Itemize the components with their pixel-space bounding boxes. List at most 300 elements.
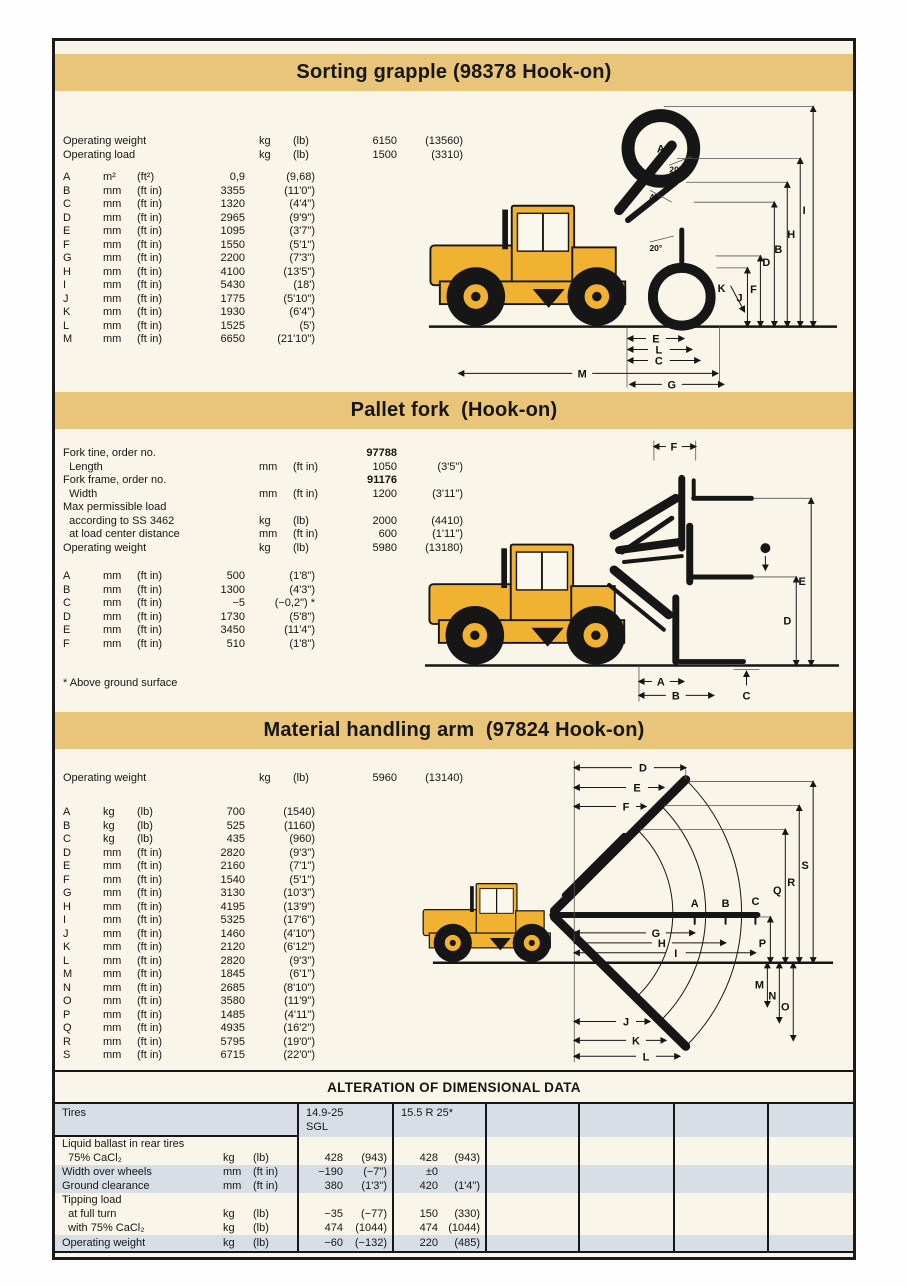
spec-unit: kg	[259, 514, 271, 527]
dim-row	[63, 584, 323, 598]
empty-cell	[580, 1207, 673, 1221]
dim-unit-imperial: (ft in)	[137, 846, 163, 859]
dim-value: 1845	[220, 968, 245, 980]
dim-value: 3130	[220, 887, 245, 899]
dim-unit-imperial: (ft in)	[137, 211, 163, 224]
dim-letter: H	[63, 900, 71, 913]
spec-unit-imperial: (ft in)	[293, 487, 319, 500]
dim-letter: M	[63, 333, 73, 345]
spec-row	[63, 528, 473, 542]
table-row-values	[394, 1179, 485, 1193]
empty-rows	[487, 1137, 578, 1251]
dim-unit-imperial: (ft in)	[137, 610, 163, 623]
dim-letter: A	[63, 806, 71, 818]
dim-unit: mm	[103, 279, 122, 291]
dim-unit: mm	[103, 954, 122, 967]
empty-cell	[487, 1179, 578, 1193]
cell-value: 150	[419, 1208, 438, 1220]
dim-label: K	[717, 282, 726, 295]
cell-value-imperial: (−132)	[354, 1237, 387, 1249]
section-title: Sorting grapple (98378 Hook-on)	[296, 61, 612, 83]
empty-cell	[675, 1207, 767, 1221]
arm-dimension-list	[63, 806, 323, 1063]
cell-value: −60	[324, 1237, 343, 1249]
dim-value-imperial: (13'5")	[283, 265, 315, 278]
dim-unit-imperial: (ft in)	[137, 637, 163, 650]
dim-label: L	[642, 1051, 650, 1064]
row-unit: kg	[223, 1237, 235, 1249]
table-row-label	[55, 1235, 297, 1251]
tire-column-header	[299, 1104, 392, 1137]
dim-letter: C	[63, 597, 71, 609]
material-handling-arm-diagram	[415, 745, 849, 1067]
dim-label: B	[671, 690, 680, 703]
dim-letter: I	[63, 914, 67, 926]
dim-label: E	[633, 782, 641, 795]
dim-label: N	[768, 990, 777, 1003]
empty-cell	[487, 1207, 578, 1221]
empty-column-header	[769, 1104, 853, 1137]
dim-unit: mm	[103, 184, 122, 197]
spec-value-imperial: (3'5")	[437, 460, 463, 473]
dim-unit: kg	[103, 819, 115, 832]
dim-row	[63, 901, 323, 915]
dim-label: E	[652, 333, 660, 346]
dim-label: D	[638, 762, 647, 775]
empty-column	[767, 1104, 853, 1251]
dim-letter: A	[63, 171, 71, 183]
dim-unit-imperial: (lb)	[137, 806, 153, 818]
empty-cell	[580, 1193, 673, 1207]
cell-value: 428	[419, 1152, 438, 1164]
dim-unit-imperial: (ft in)	[137, 887, 163, 899]
cell-value: ±0	[425, 1166, 438, 1178]
empty-cell	[580, 1179, 673, 1193]
cell-value-imperial: (943)	[361, 1152, 387, 1164]
empty-cell	[769, 1137, 853, 1151]
dim-unit-imperial: (ft in)	[137, 995, 163, 1007]
dim-value-imperial: (1160)	[284, 819, 315, 832]
dim-unit: mm	[103, 610, 122, 623]
dim-value: 2820	[220, 954, 245, 967]
spec-unit	[259, 474, 293, 488]
cell-value: 474	[324, 1222, 343, 1234]
dim-unit: mm	[103, 887, 122, 899]
dim-letter: P	[63, 1008, 71, 1021]
dim-label: S	[801, 860, 809, 873]
cell-value-imperial: (−7")	[363, 1166, 387, 1178]
dim-row	[63, 982, 323, 996]
hook-position-label: B	[721, 897, 730, 910]
dim-value: 3355	[220, 184, 245, 197]
dim-row	[63, 833, 323, 847]
dim-label: B	[774, 243, 783, 256]
dim-unit: mm	[103, 1008, 122, 1021]
spec-value-imperial: (3'11")	[432, 487, 463, 500]
empty-column	[578, 1104, 673, 1251]
hook-position-label: A	[690, 897, 699, 910]
empty-cell	[580, 1151, 673, 1165]
dim-value-imperial: (9'9")	[289, 211, 315, 224]
dim-unit: mm	[103, 238, 122, 251]
spec-value-imperial: (4410)	[431, 514, 463, 527]
dim-value-imperial: (21'10")	[277, 333, 315, 345]
dim-letter: R	[63, 1035, 71, 1048]
value-rows	[394, 1137, 485, 1251]
spec-value: 91176	[367, 474, 397, 486]
spec-value: 2000	[372, 514, 397, 527]
dim-value-imperial: (11'0")	[284, 184, 315, 197]
empty-cell	[580, 1165, 673, 1179]
dim-value-imperial: (5'10")	[283, 292, 315, 305]
dim-unit-imperial: (ft in)	[137, 198, 163, 210]
spec-value: 1200	[372, 487, 397, 500]
hook-position-label: C	[751, 896, 760, 909]
dim-unit: mm	[103, 333, 122, 345]
dim-value: −5	[232, 597, 245, 609]
dim-label: H	[657, 937, 666, 950]
dim-value: 1540	[220, 873, 245, 886]
dim-letter: E	[63, 860, 71, 872]
dim-value: 1525	[220, 319, 245, 332]
dim-value: 525	[226, 819, 245, 832]
dim-unit: mm	[103, 211, 122, 224]
dim-unit-imperial: (ft in)	[137, 954, 163, 967]
spec-label: Max permissible load	[63, 501, 167, 513]
spec-value: 97788	[366, 447, 397, 459]
dim-letter: Q	[63, 1022, 72, 1034]
dim-unit-imperial: (ft in)	[137, 981, 163, 994]
dim-value: 5430	[220, 279, 245, 291]
load-center-symbol	[760, 543, 770, 553]
dim-label: M	[754, 979, 764, 992]
dim-value-imperial: (4'10")	[283, 927, 315, 940]
spec-unit: mm	[259, 460, 278, 473]
cell-value-imperial: (1044)	[448, 1222, 480, 1234]
footnote: * Above ground surface	[63, 677, 178, 689]
dim-unit-imperial: (ft in)	[137, 570, 163, 582]
dim-value-imperial: (17'6")	[283, 914, 315, 926]
spec-unit-imperial: (ft in)	[293, 460, 319, 473]
dim-unit-imperial: (ft in)	[137, 1022, 163, 1034]
spec-label: Fork frame, order no.	[63, 474, 167, 486]
spec-label: Length	[63, 460, 103, 473]
table-row-values	[299, 1207, 392, 1221]
dim-row	[63, 333, 323, 347]
table-row-values	[299, 1193, 392, 1207]
dim-value: 2120	[220, 941, 245, 953]
dim-unit-imperial: (ft in)	[137, 265, 163, 278]
dim-value-imperial: (1540)	[283, 806, 315, 818]
dim-unit: mm	[103, 225, 122, 237]
dim-value-imperial: (6'12")	[283, 941, 315, 953]
dim-label: M	[577, 368, 587, 381]
dim-label: F	[750, 283, 757, 296]
spec-value	[341, 501, 397, 515]
empty-cell	[675, 1235, 767, 1251]
tire-column-header	[394, 1104, 485, 1137]
dim-letter: E	[63, 225, 71, 237]
spec-label: Width	[63, 487, 98, 500]
dim-value-imperial: (16'2")	[283, 1022, 315, 1034]
cell-value: 428	[324, 1152, 343, 1164]
dim-label: C	[654, 355, 663, 368]
dim-letter: E	[63, 624, 71, 636]
dim-value-imperial: (6'1")	[289, 968, 315, 980]
dim-label: C	[742, 690, 751, 703]
dim-value-imperial: (4'4")	[289, 198, 315, 210]
dim-row	[63, 955, 323, 969]
dim-unit-imperial: (ft in)	[137, 968, 163, 980]
cell-value-imperial: (1'4")	[454, 1180, 480, 1192]
dim-value-imperial: (1'8")	[289, 570, 315, 582]
empty-cell	[769, 1165, 853, 1179]
dim-row	[63, 570, 323, 584]
empty-cell	[580, 1137, 673, 1151]
dim-unit-imperial: (ft in)	[137, 583, 163, 596]
dim-unit: mm	[103, 597, 122, 609]
spec-label: Operating weight	[63, 135, 147, 147]
dim-label: H	[787, 229, 796, 242]
fork-spec-list	[63, 447, 473, 555]
tires-row-label: Tires	[55, 1104, 297, 1137]
dim-value: 1730	[220, 610, 245, 623]
spec-unit-imperial	[293, 447, 341, 461]
dim-value-imperial: (5')	[299, 319, 315, 332]
dim-row	[63, 293, 323, 307]
empty-cell	[769, 1193, 853, 1207]
arm-spec-list	[63, 772, 473, 786]
dim-letter: A	[63, 570, 71, 582]
spec-row	[63, 135, 473, 149]
dim-row	[63, 185, 323, 199]
empty-rows	[580, 1137, 673, 1251]
dim-unit-imperial: (ft in)	[137, 1035, 163, 1048]
table-row-values	[394, 1137, 485, 1151]
dim-value-imperial: (1'8")	[289, 637, 315, 650]
table-row-values	[299, 1235, 392, 1251]
dim-unit-imperial: (ft in)	[137, 279, 163, 291]
spec-row	[63, 772, 473, 786]
dim-row	[63, 928, 323, 942]
dim-letter: J	[63, 292, 69, 305]
dim-unit-imperial: (ft in)	[137, 252, 163, 264]
table-row-values	[299, 1221, 392, 1235]
empty-cell	[769, 1221, 853, 1235]
dim-value: 2965	[220, 211, 245, 224]
spec-value-imperial: (13560)	[425, 135, 463, 147]
empty-rows	[769, 1137, 853, 1251]
dim-label: J	[622, 1016, 630, 1029]
empty-cell	[769, 1207, 853, 1221]
dim-letter: C	[63, 198, 71, 210]
table-row-values	[394, 1207, 485, 1221]
dim-unit: mm	[103, 873, 122, 886]
alteration-table	[55, 1070, 853, 1253]
spec-unit-imperial	[293, 501, 341, 515]
spec-unit: kg	[259, 148, 271, 161]
dim-letter: K	[63, 941, 71, 953]
dim-row	[63, 887, 323, 901]
dim-unit-imperial: (lb)	[137, 819, 153, 832]
dim-label: L	[655, 344, 663, 357]
spec-unit-imperial: (ft in)	[293, 528, 319, 540]
dim-row	[63, 266, 323, 280]
row-unit: mm	[223, 1166, 242, 1178]
dim-label: G	[667, 379, 677, 390]
dim-letter: B	[63, 583, 71, 596]
cell-value-imperial: (943)	[454, 1152, 480, 1164]
spec-unit: mm	[259, 528, 278, 540]
table-row-values	[394, 1193, 485, 1207]
dim-value: 4935	[220, 1022, 245, 1034]
dim-unit: mm	[103, 981, 122, 994]
spec-unit: mm	[259, 487, 278, 500]
dim-letter: J	[63, 927, 69, 940]
cell-value-imperial: (−77)	[361, 1208, 387, 1220]
dim-unit: mm	[103, 927, 122, 940]
dim-unit: mm	[103, 1035, 122, 1048]
dim-unit: mm	[103, 846, 122, 859]
table-row-values	[299, 1165, 392, 1179]
spec-row	[63, 447, 473, 461]
spec-row	[63, 474, 473, 488]
spec-unit-imperial: (lb)	[293, 148, 309, 161]
dim-label: G	[651, 927, 661, 940]
empty-cell	[769, 1235, 853, 1251]
dim-unit: mm	[103, 252, 122, 264]
dim-row	[63, 847, 323, 861]
dim-letter: F	[63, 637, 70, 650]
table-row-label	[55, 1207, 297, 1221]
dim-unit-imperial: (ft²)	[137, 171, 155, 183]
dim-unit: mm	[103, 319, 122, 332]
dim-value-imperial: (3'7")	[289, 225, 315, 237]
cell-value-imperial: (1044)	[355, 1222, 387, 1234]
dim-row	[63, 212, 323, 226]
dim-value: 5325	[220, 914, 245, 926]
dim-value: 435	[226, 833, 245, 845]
dim-row	[63, 1022, 323, 1036]
section-title: Pallet fork (Hook-on)	[350, 399, 558, 421]
empty-cell	[487, 1235, 578, 1251]
spec-unit: kg	[259, 772, 271, 784]
dim-unit-imperial: (ft in)	[137, 238, 163, 251]
grapple-dimension-list	[63, 171, 323, 347]
dim-label: O	[781, 1001, 790, 1014]
table-row-values	[299, 1179, 392, 1193]
dim-label: K	[632, 1035, 640, 1048]
dim-unit: mm	[103, 637, 122, 650]
spec-label: at load center distance	[63, 528, 180, 540]
dim-unit: mm	[103, 860, 122, 872]
empty-column-header	[580, 1104, 673, 1137]
dim-value-imperial: (11'4")	[284, 624, 315, 636]
cell-value: 380	[324, 1180, 343, 1192]
dim-value: 6715	[220, 1049, 245, 1061]
dim-value: 2200	[220, 252, 245, 264]
dim-row	[63, 252, 323, 266]
spec-row	[63, 501, 473, 515]
dim-unit: mm	[103, 583, 122, 596]
dim-value-imperial: (9'3")	[289, 954, 315, 967]
page-frame	[52, 38, 856, 1260]
empty-rows	[675, 1137, 767, 1251]
dim-value-imperial: (7'1")	[289, 860, 315, 872]
dim-value: 1095	[220, 225, 245, 237]
dim-letter: D	[63, 610, 71, 623]
dim-unit-imperial: (ft in)	[137, 624, 163, 636]
dim-value: 0,9	[229, 171, 245, 183]
dim-letter: D	[63, 846, 71, 859]
dim-row	[63, 239, 323, 253]
row-unit-imperial: (lb)	[253, 1237, 269, 1249]
dim-value: 5795	[220, 1035, 245, 1048]
dim-value: 1485	[220, 1008, 245, 1021]
dim-row	[63, 638, 323, 652]
spec-value-imperial: (13180)	[425, 541, 463, 554]
dim-unit: mm	[103, 941, 122, 953]
dim-letter: H	[63, 265, 71, 278]
row-label: Width over wheels	[62, 1166, 152, 1178]
dim-row	[63, 1036, 323, 1050]
empty-cell	[487, 1193, 578, 1207]
dim-row	[63, 995, 323, 1009]
table-row-values	[299, 1151, 392, 1165]
dim-letter: B	[63, 184, 71, 197]
dim-value: 500	[226, 570, 245, 582]
spec-row	[63, 149, 473, 163]
row-unit: kg	[223, 1152, 235, 1164]
spec-unit-imperial: (lb)	[293, 514, 309, 527]
fork-dimension-list	[63, 570, 323, 651]
table-row-values	[394, 1235, 485, 1251]
dim-letter: N	[63, 981, 71, 994]
angle-label: 20°	[669, 164, 683, 175]
spec-unit-imperial: (lb)	[293, 135, 309, 147]
dim-unit-imperial: (ft in)	[137, 333, 163, 345]
row-unit-imperial: (ft in)	[253, 1180, 279, 1192]
spec-unit-imperial	[293, 474, 341, 488]
spec-value-imperial: (1'11")	[432, 528, 463, 540]
table-row-label	[55, 1221, 297, 1235]
table-row-label	[55, 1151, 297, 1165]
dim-row	[63, 860, 323, 874]
dim-label: I	[674, 947, 678, 960]
dim-label: R	[787, 877, 796, 890]
dim-row	[63, 279, 323, 293]
dim-unit-imperial: (ft in)	[137, 941, 163, 953]
dim-letter: L	[63, 954, 70, 967]
section-header-material-handling-arm	[55, 712, 853, 749]
dim-row	[63, 874, 323, 888]
row-unit: kg	[223, 1208, 235, 1220]
cell-value: 474	[419, 1222, 438, 1234]
dim-unit: mm	[103, 198, 122, 210]
dim-value-imperial: (−0,2") *	[274, 597, 315, 609]
row-label: Tipping load	[62, 1194, 122, 1206]
dim-label: E	[798, 575, 806, 588]
dim-value: 2820	[220, 846, 245, 859]
empty-cell	[675, 1151, 767, 1165]
spec-row	[63, 461, 473, 475]
dim-value-imperial: (10'3")	[283, 887, 315, 899]
spec-row	[63, 488, 473, 502]
dim-value-imperial: (19'0")	[283, 1035, 315, 1048]
empty-cell	[675, 1179, 767, 1193]
dim-unit-imperial: (ft in)	[137, 873, 163, 886]
row-unit-imperial: (lb)	[253, 1222, 269, 1234]
